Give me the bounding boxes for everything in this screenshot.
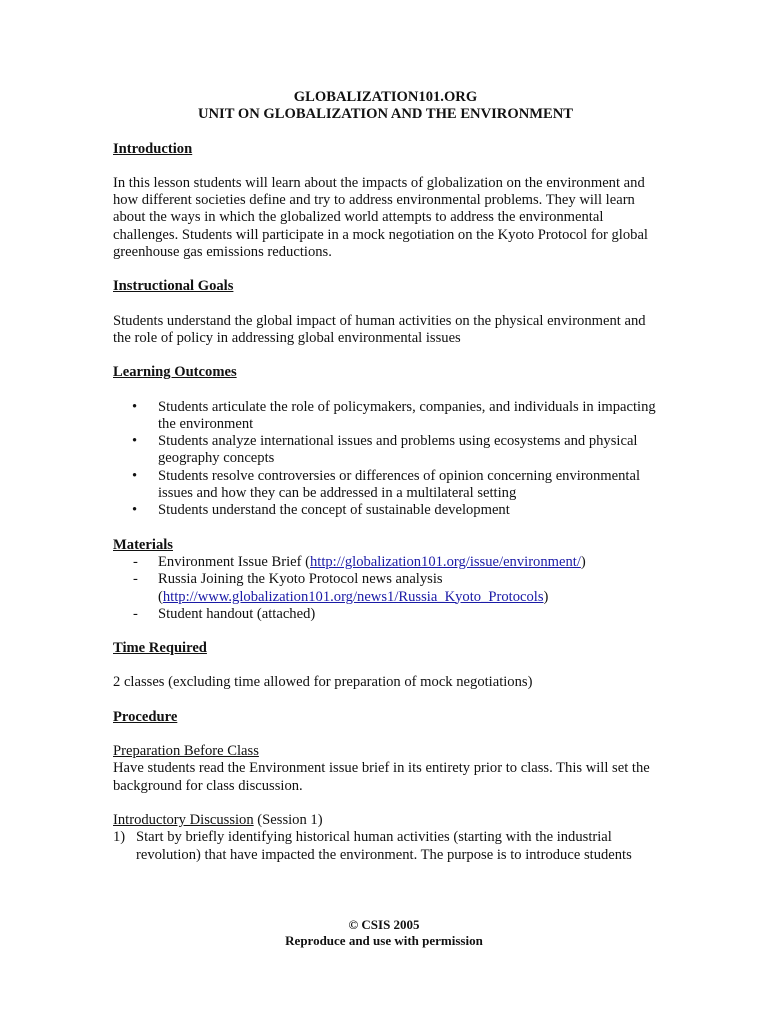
list-item: • Students resolve controversies or differences of opinion concerning environmental issues and how they can be addressed in a multilateral setting — [132, 467, 640, 502]
kyoto-news-link[interactable]: http://www.globalization101.org/news1/Russia_Kyoto_Protocols — [162, 588, 544, 605]
bullet-icon: • — [132, 398, 138, 415]
document-title-unit: UNIT ON GLOBALIZATION AND THE ENVIRONMENT — [197, 106, 574, 123]
list-item: - Russia Joining the Kyoto Protocol news analysis (http://www.globalization101.org/news1/Russia_Kyoto_Protocols) — [133, 571, 549, 605]
learning-outcomes-list — [113, 399, 658, 520]
environment-brief-link[interactable]: http://globalization101.org/issue/environment/ — [309, 553, 581, 570]
section-heading-materials: Materials — [113, 536, 173, 553]
introduction-text: In this lesson students will learn about the impacts of globalization on the environment and how different societies define and try to address environmental problems. They will learn about the ways in which the globalized world attempts to address the environmental challenges. Students will participate in a mock negotiation on the Kyoto Protocol for global greenhouse gas emissions reductions. — [113, 174, 648, 261]
document-title-site: GLOBALIZATION101.ORG — [293, 89, 478, 105]
dash-icon: - — [133, 605, 138, 622]
section-heading-time-required: Time Required — [113, 640, 207, 657]
instructional-goals-text: Students understand the global impact of human activities on the physical environment and the role of policy in addressing global environmental issues — [113, 312, 646, 346]
subheading-introductory-discussion: Introductory Discussion (Session 1) — [113, 811, 323, 828]
list-item: • Students articulate the role of policymakers, companies, and individuals in impacting the environment — [132, 398, 656, 432]
list-item: - Student handout (attached) — [133, 605, 316, 622]
subheading-preparation: Preparation Before Class — [113, 743, 259, 760]
section-heading-procedure: Procedure — [113, 708, 178, 725]
dash-icon: - — [133, 571, 138, 588]
section-heading-instructional-goals: Instructional Goals — [113, 278, 234, 295]
page-footer — [0, 917, 768, 949]
materials-list — [113, 554, 658, 623]
permission-notice: Reproduce and use with permission — [285, 933, 483, 948]
section-heading-learning-outcomes: Learning Outcomes — [113, 364, 237, 381]
list-item: - Environment Issue Brief (http://globalization101.org/issue/environment/) — [133, 553, 586, 570]
procedure-steps — [113, 829, 658, 864]
document-page — [113, 89, 658, 864]
step-number: 1) — [113, 829, 126, 846]
dash-icon: - — [133, 553, 138, 570]
list-item: 1) Start by briefly identifying historical human activities (starting with the industrial revolution) that have impacted the environment. The purpose is to introduce students — [113, 829, 632, 863]
preparation-text: Have students read the Environment issue brief in its entirety prior to class. This will set the background for class discussion. — [113, 760, 650, 794]
section-heading-introduction: Introduction — [113, 140, 193, 157]
list-item: • Students understand the concept of sustainable development — [132, 502, 510, 519]
time-required-text: 2 classes (excluding time allowed for preparation of mock negotiations) — [113, 674, 533, 691]
bullet-icon: • — [132, 433, 138, 450]
bullet-icon: • — [132, 502, 138, 519]
bullet-icon: • — [132, 467, 138, 484]
list-item: • Students analyze international issues and problems using ecosystems and physical geography concepts — [132, 433, 638, 467]
copyright-notice: © CSIS 2005 — [348, 917, 420, 932]
